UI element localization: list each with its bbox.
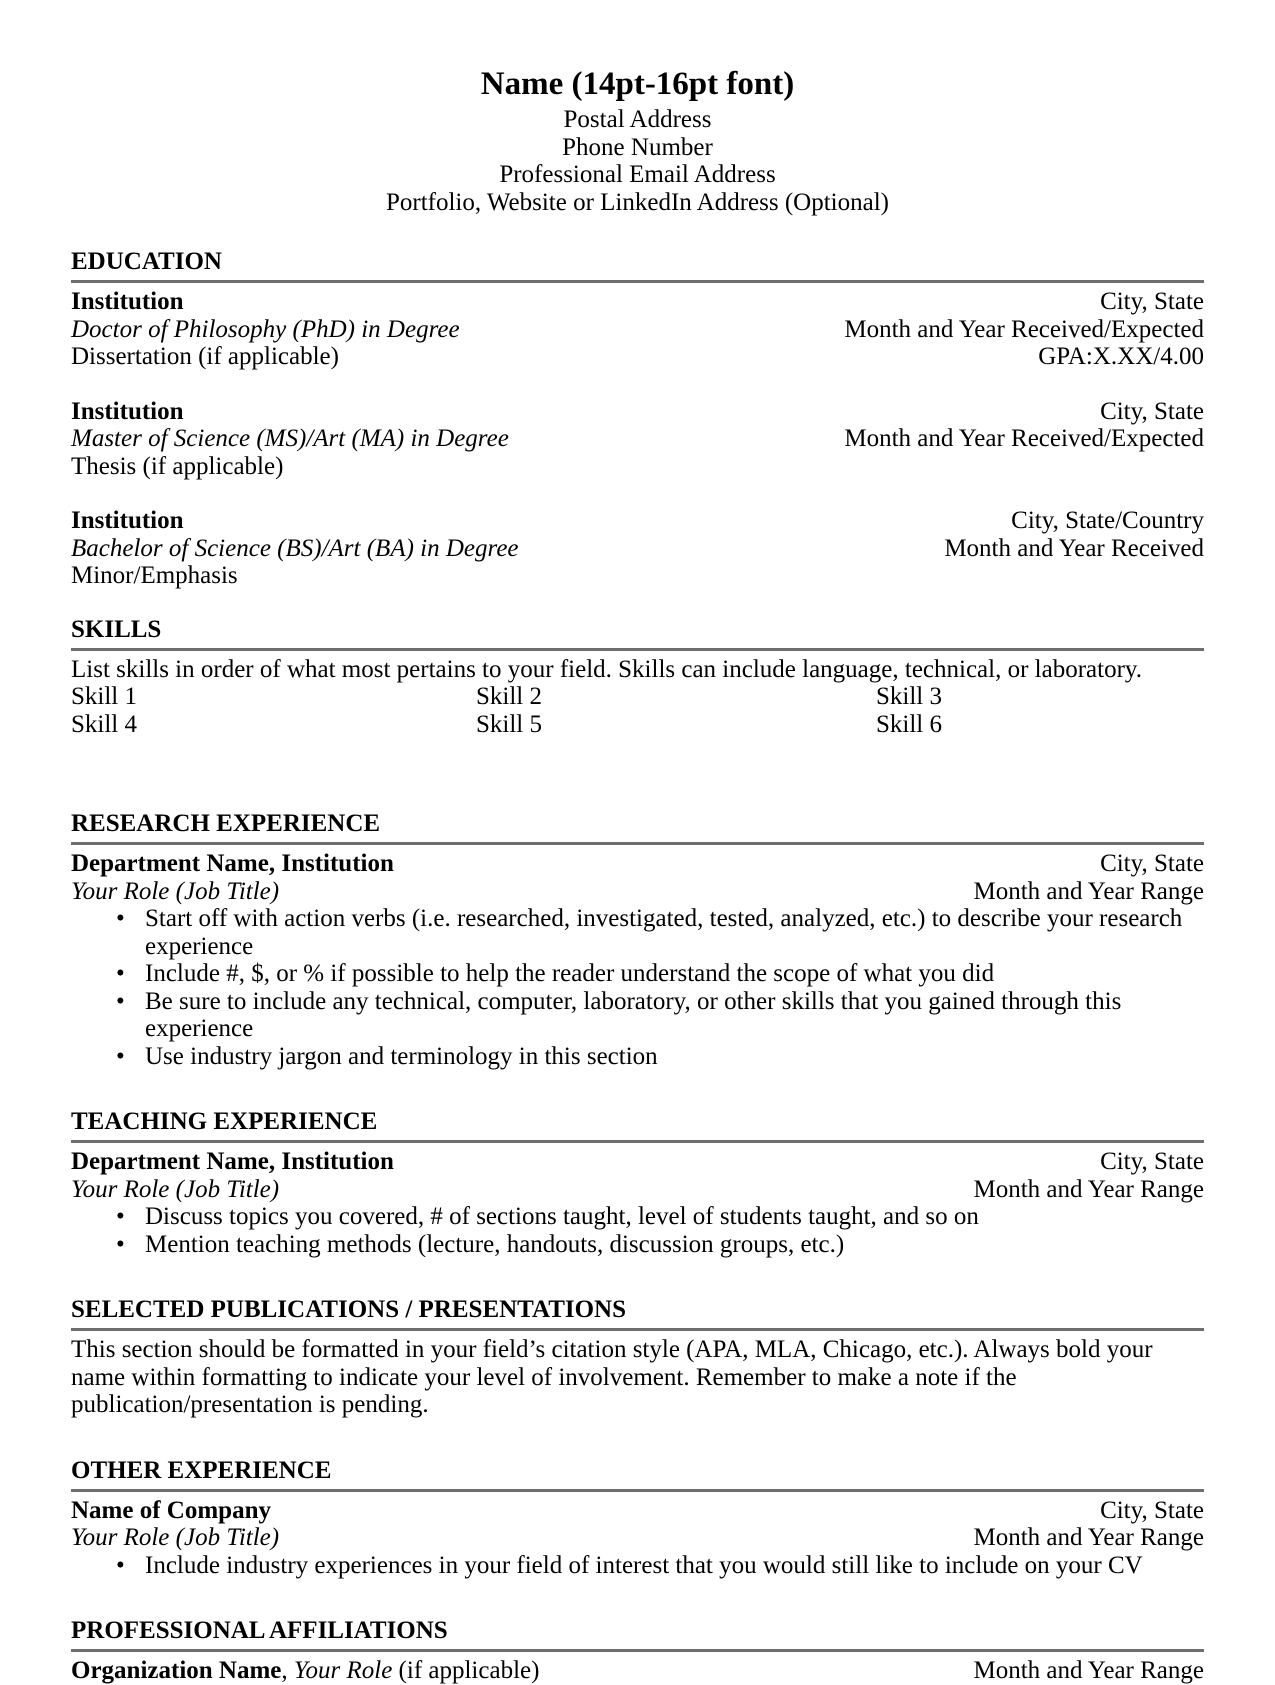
department-institution: Department Name, Institution	[71, 850, 394, 877]
section-teaching-experience	[71, 1108, 1204, 1258]
entry-row	[71, 343, 1204, 371]
section-education	[71, 248, 1204, 590]
other-bullets	[71, 1552, 1204, 1580]
gpa: GPA:X.XX/4.00	[1038, 343, 1204, 370]
bullet-item: • Use industry jargon and terminology in this section	[71, 1043, 1204, 1071]
degree: Doctor of Philosophy (PhD) in Degree	[71, 315, 460, 343]
location: City, State	[1100, 397, 1204, 425]
education-entry	[71, 398, 1204, 481]
cv-header	[71, 64, 1204, 216]
separator-text: ,	[281, 1657, 294, 1684]
entry-row	[71, 562, 1204, 590]
date-range: Month and Year Range	[973, 1524, 1204, 1551]
entry-row	[71, 1148, 1204, 1176]
job-title: Your Role (Job Title)	[71, 877, 280, 905]
company-name: Name of Company	[71, 1496, 271, 1524]
entry-row	[71, 850, 1204, 878]
teaching-bullets	[71, 1203, 1204, 1258]
entry-row	[71, 1657, 1204, 1685]
location: City, State	[1100, 1496, 1204, 1524]
bullet-item: • Be sure to include any technical, computer, laboratory, or other skills that you gained through this experience	[71, 988, 1204, 1043]
section-publications	[71, 1296, 1204, 1419]
section-professional-affiliations	[71, 1617, 1204, 1685]
degree: Master of Science (MS)/Art (MA) in Degree	[71, 425, 509, 452]
entry-row	[71, 398, 1204, 426]
location: City, State/Country	[1011, 507, 1204, 534]
publications-body: This section should be formatted in your field’s citation style (APA, MLA, Chicago, etc.). Always bold your name within formatting to indicate your level of involvement. Remember to make a note if the publication/presentation is pending.	[71, 1336, 1153, 1418]
degree: Bachelor of Science (BS)/Art (BA) in Degree	[71, 534, 519, 562]
bullet-item: • Start off with action verbs (i.e. researched, investigated, tested, analyzed, etc.) to describe your research experience	[71, 905, 1204, 960]
contact-block	[71, 106, 1204, 216]
education-entry	[71, 288, 1204, 371]
skill-item: Skill 5	[476, 710, 542, 738]
location: City, State	[1100, 1148, 1204, 1175]
bullet-item: • Mention teaching methods (lecture, handouts, discussion groups, etc.)	[71, 1231, 1204, 1259]
date-received: Month and Year Received/Expected	[844, 315, 1204, 343]
section-other-experience	[71, 1457, 1204, 1580]
skill-item: Skill 1	[71, 683, 137, 710]
skill-item: Skill 6	[876, 710, 942, 738]
education-entry	[71, 507, 1204, 590]
entry-row	[71, 316, 1204, 344]
research-title: RESEARCH EXPERIENCE	[71, 810, 1204, 845]
skills-title: SKILLS	[71, 616, 1204, 651]
skills-intro: List skills in order of what most pertains to your field. Skills can include language, technical, or laboratory.	[71, 655, 1143, 683]
skills-row	[71, 683, 1204, 711]
section-research-experience	[71, 810, 1204, 1070]
entry-row	[71, 535, 1204, 563]
research-bullets	[71, 905, 1204, 1070]
name-heading: Name (14pt-16pt font)	[480, 66, 795, 102]
date-received: Month and Year Received/Expected	[844, 425, 1204, 452]
skill-item: Skill 3	[876, 683, 942, 710]
date-range: Month and Year Range	[973, 1175, 1204, 1203]
entry-row	[71, 1524, 1204, 1552]
job-title: Your Role (Job Title)	[71, 1175, 280, 1203]
organization-line	[71, 1657, 539, 1685]
teaching-title: TEACHING EXPERIENCE	[71, 1108, 1204, 1143]
skills-row	[71, 711, 1204, 739]
entry-row	[71, 878, 1204, 906]
publications-title: SELECTED PUBLICATIONS / PRESENTATIONS	[71, 1296, 1204, 1331]
section-skills	[71, 616, 1204, 739]
bullet-item: • Discuss topics you covered, # of sections taught, level of students taught, and so on	[71, 1203, 1204, 1231]
bullet-item: • Include industry experiences in your field of interest that you would still like to include on your CV	[71, 1552, 1204, 1580]
institution-name: Institution	[71, 288, 184, 315]
role-name: Your Role	[293, 1657, 393, 1684]
date-received: Month and Year Received	[944, 534, 1204, 562]
detail: Dissertation (if applicable)	[71, 343, 339, 370]
entry-row	[71, 1176, 1204, 1204]
organization-name: Organization Name	[71, 1657, 282, 1684]
detail: Thesis (if applicable)	[71, 452, 284, 480]
suffix-text: (if applicable)	[392, 1657, 540, 1684]
other-title: OTHER EXPERIENCE	[71, 1457, 1204, 1492]
bullet-item: • Include #, $, or % if possible to help the reader understand the scope of what you did	[71, 960, 1204, 988]
entry-row	[71, 453, 1204, 481]
location: City, State	[1100, 850, 1204, 877]
job-title: Your Role (Job Title)	[71, 1524, 280, 1551]
affiliations-title: PROFESSIONAL AFFILIATIONS	[71, 1617, 1204, 1652]
date-range: Month and Year Range	[973, 877, 1204, 905]
date-range: Month and Year Range	[973, 1657, 1204, 1684]
portfolio-line: Portfolio, Website or LinkedIn Address (Optional)	[385, 188, 889, 216]
skill-item: Skill 2	[476, 683, 542, 710]
entry-row	[71, 507, 1204, 535]
skill-item: Skill 4	[71, 710, 137, 738]
postal-address: Postal Address	[563, 106, 712, 133]
institution-name: Institution	[71, 507, 184, 534]
detail: Minor/Emphasis	[71, 562, 238, 589]
institution-name: Institution	[71, 397, 184, 425]
phone-number: Phone Number	[562, 133, 713, 161]
education-title: EDUCATION	[71, 248, 1204, 283]
location: City, State	[1100, 288, 1204, 315]
email-address: Professional Email Address	[499, 161, 776, 188]
department-institution: Department Name, Institution	[71, 1148, 394, 1175]
entry-row	[71, 288, 1204, 316]
entry-row	[71, 425, 1204, 453]
entry-row	[71, 1497, 1204, 1525]
